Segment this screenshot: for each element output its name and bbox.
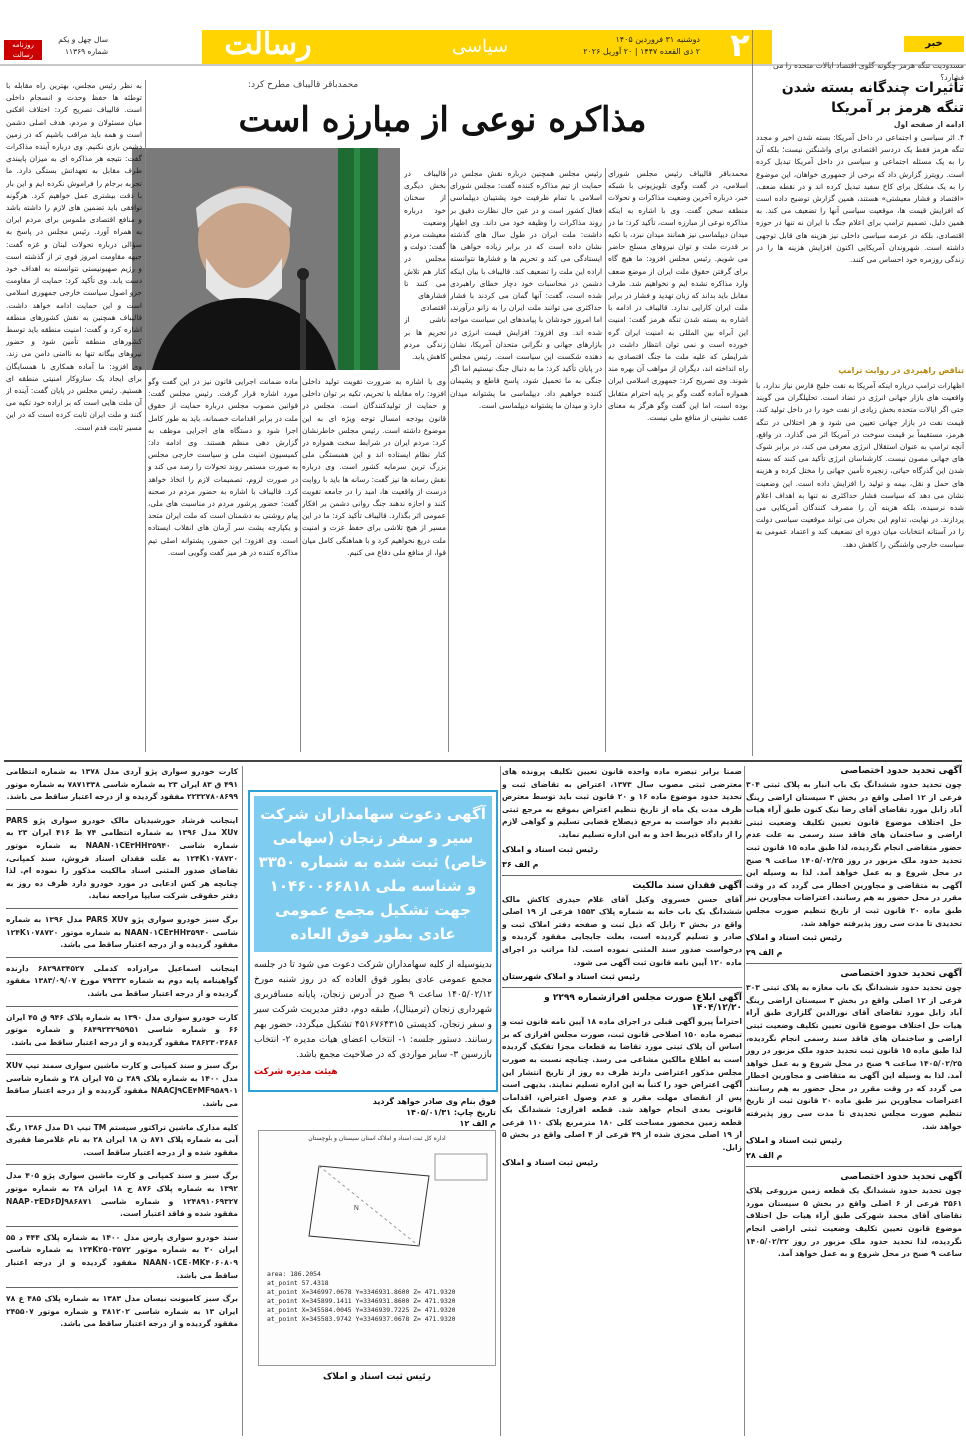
shareholder-invite-ad (248, 790, 498, 1092)
notice-title: آگهی ابلاغ صورت مجلس افرازشماره ۲۲۹۹ و ۱۴۰۴/۱۲/۲۰ (544, 993, 742, 1014)
date-line-1: دوشنبه ۳۱ فروردین ۱۴۰۵ (615, 35, 700, 44)
issue-logo: روزنامه رسالت (4, 40, 42, 60)
paper-logo: رسالت (224, 27, 312, 62)
classified-ad: برگ سبز و سند کمپانی و کارت ماشین سواری سمند تیپ XU۷ مدل ۱۴۰۰ به شماره پلاک ۳۸۹ ن ۷۵ ایران ۲۸ و شماره شاسی NAACJ۹CE۴MF۹۵۸۹۰۱ مفقود گردیده و از درجه اعتبار ساقط می باشد. (6, 1061, 238, 1109)
classified-ad: برگ سبز کامیونت نیسان مدل ۱۳۸۳ به شماره پلاک ۴۸۵ ع ۷۸ ایران ۱۳ به شماره شاسی ۳۸۱۲۰۲ و شماره موتور ۲۴۵۵۰۷ مفقود گردیده و از درجه اعتبار ساقط می باشد. (6, 1294, 239, 1329)
notice-code: م الف ۲۹ (746, 948, 783, 958)
sidebar-body-2: اظهارات ترامپ درباره اینکه آمریکا به نفت خلیج فارس نیاز ندارد، با واقعیت های بازار جهانی انرژی در تضاد است. تحلیلگران می گویند حتی اگر ایالات متحده بخش زیادی از نفت خود را در داخل تولید کند، قیمت نفت در بازار جهانی تعیین می شود و هر اختلالی در تنگه هرمز، مستقیماً بر قیمت سوخت در آمریکا اثر می گذارد. در واقع، آنچه ترامپ به عنوان استقلال انرژی معرفی می کند، در برابر شوک های جهانی مصون نیست. کارشناسان انرژی تأکید می کنند که بسته شدن این گذرگاه حیاتی، زنجیره تأمین جهانی را مختل کرده و هزینه های حمل و نقل، بیمه و تولید را افزایش داده است. این وضعیت نشان می دهد که سیاست فشار حداکثری نه تنها به اهداف اعلام شده نرسیده، بلکه هزینه آن را مصرف کنندگان آمریکایی می پردازند. در نهایت، تداوم این بحران می تواند موقعیت سیاسی دولت را در آستانه انتخابات میان دوره ای تضعیف کند و اعتماد عمومی به سیاست خارجی واشنگتن را کاهش دهد. (756, 381, 964, 549)
invite-footer-date: تاریخ چاپ: ۱۴۰۵/۰۱/۳۱ (406, 1108, 496, 1117)
invite-title: آگهی دعوت سهامداران شرکت سیر و سفر زنجان (سهامی خاص) ثبت شده به شماره ۳۳۵۰ و شناسه ملی ۱۰۴۶۰۰۶۶۸۱۸ جهت تشکیل مجمع عمومی عادی بطور فوق العاده (254, 796, 492, 952)
column-rule (500, 766, 501, 1436)
column-rule (300, 376, 301, 752)
classified-ad: برگ سبز خودرو سواری پژو PARS XU۷ مدل ۱۳۹۶ به شماره شاسی NAAN۰۱CE۳HH۳۵۹۴۰ به شماره موتور ۱۲۴K۱۰۷۸۷۲۰ مفقود گردیده و از درجه اعتبار ساقط می باشد. (6, 914, 238, 950)
map-footer: رئیس ثبت اسناد و املاک (323, 1372, 431, 1382)
news-tag: خبر (904, 36, 964, 52)
classified-ad: برگ سبز و سند کمپانی و کارت ماشین سواری پژو ۴۰۵ مدل ۱۳۹۲ به شماره پلاک ۸۷۶ ج ۱۸ ایران ۲۸ به شماره موتور ۱۲۴۸۹۱۰۶۹۳۲۷ و شماره شاسی NAAP۰۳ED۶DJ۹۸۶۸۷۱ مفقود شده و فاقد اعتبار است. (6, 1171, 238, 1219)
classified-ad: سند خودرو سواری پارس مدل ۱۴۰۰ به شماره پلاک ۴۴۴ د ۵۵ ایران ۲۰ به شماره موتور ۱۲۴K۲۵۰۳۵۷۲ به شماره شاسی NAAN۰۱CE۰MK۴۰۶۰۸۰۹ مفقود گردیده و از درجه اعتبار ساقط می باشد. (6, 1232, 239, 1280)
story-headline: مذاکره نوعی از مبارزه است (238, 100, 647, 140)
invite-body: بدینوسیله از کلیه سهامداران شرکت دعوت می شود تا در جلسه مجمع عمومی عادی بطور فوق العاده که در روز شنبه مورخ ۱۴۰۵/۰۲/۱۲ ساعت ۹ صبح در آدرس زنجان، پایانه مسافربری شهرداری زنجان (ترمینال)، طبقه دوم، دفتر مدیریت شرکت سیر و سفر زنجان، کدپستی ۴۵۱۶۷۶۴۳۱۵ تشکیل میگردد، حضور بهم رسانند. دستور جلسه: ۱- انتخاب اعضای هیات مدیره ۲- انتخاب بازرسین ۳- سایر مواردی که در صلاحیت مجمع باشد. (254, 960, 492, 1060)
ads-left-column (6, 766, 238, 1436)
registry-notice: آقای حسن خسروی وکیل آقای غلام حیدری کاکش مالک ششدانگ یک باب خانه به شماره پلاک ۱۵۵۳ فرعی از ۱۹ اصلی واقع در بخش ۳ زابل که ذیل ثبت و صفحه دفتر املاک ثبت و صادر و تسلیم گردیده است، بعلت جابجایی مفقود گردیده و درخواست صدور سند المثنی نموده است. لذا مراتب در اجرای ماده ۱۲۰ آیین نامه قانون ثبت آگهی می شود. (502, 894, 743, 967)
notice-signature: رئیس ثبت اسناد و املاک (502, 1157, 598, 1167)
classified-ad: اینجانب فرشاد خورشیدیان مالک خودرو سواری پژو PARS XU۷ مدل ۱۳۹۶ به شماره انتظامی ۷۴ ط ۴۱۶ ایران ۲۳ به شماره شاسی NAAN۰۱CE۳HH۳۵۹۴۰ به شماره موتور ۱۲۴K۱۰۷۸۷۲۰ به علت فقدان اسناد فروش، سند کمپانی، تقاضای صدور المثنی اسناد مالکیت مذکور را نموده ام. لذا چنانچه هر کس ادعایی در مورد خودرو دارد ظرف ده روز به دفتر حقوقی شرکت سایپا مراجعه نماید. (6, 815, 238, 901)
story-column-5: به نظر رئیس مجلس، بهترین راه مقابله با توطئه ها حفظ وحدت و انسجام داخلی است. قالیباف تصریح کرد: اختلاف افکنی میان مسئولان و مردم، هدف اصلی دشمن است و همه باید مراقب باشیم که در زمین دشمن بازی نکنیم. وی درباره آینده مذاکرات گفت: نتیجه هر مذاکره ای به میزان پایبندی طرف مقابل به تعهداتش بستگی دارد. ما تجربه برجام را فراموش نکرده ایم و این بار با دقت بیشتری عمل خواهیم کرد. هرگونه توافقی باید تضمین های لازم را داشته باشد و منافع اقتصادی ملموس برای مردم ایران به همراه آورد. رئیس مجلس در پاسخ به سؤالی درباره تحولات لبنان و غزه گفت: جبهه مقاومت امروز قوی تر از گذشته است و رژیم صهیونیستی نتوانسته به اهداف خود دست یابد. وی تأکید کرد: حمایت از مقاومت جزو اصول سیاست خارجی جمهوری اسلامی است و این حمایت ادامه خواهد داشت. قالیباف همچنین به نقش کشورهای منطقه اشاره کرد و گفت: امنیت منطقه باید توسط کشورهای منطقه تأمین شود و حضور نیروهای بیگانه تنها به ناامنی دامن می زند. وی افزود: ما آماده همکاری با همسایگان برای ایجاد یک سازوکار امنیتی منطقه ای هستیم. رئیس مجلس در پایان گفت: آینده از آن ملت هایی است که بر اراده خود تکیه می کنند و ملت ایران ثابت کرده است که در این مسیر ثابت قدم است. (6, 81, 142, 432)
notice-signature: رئیس ثبت اسناد و املاک شهرستان (502, 972, 640, 982)
registry-notice: احتراماً پیرو آگهی قبلی در اجرای ماده ۱۸ آیین نامه قانون ثبت و تبصره ماده ۱۵۰ اصلاحی قانون ثبت، صورت مجلس افرازی که بر اساس آن پلاک ثبتی مورد تقاضا به قطعات مجزا تفکیک گردیده است به اطلاع مالکین مشاعی می رسد. چنانچه نسبت به صورت مجلس مذکور اعتراضی دارند ظرف ده روز از تاریخ انتشار این آگهی اعتراض خود را کتباً به این اداره تسلیم نمایند. بدیهی است پس از انقضای مهلت مقرر و عدم وصول اعتراض، اقدامات قانونی بعدی انجام خواهد شد. قطعه افرازی: ششدانگ یک قطعه زمین محصور مساحت کلی ۱۸۰ مترمربع پلاک ۱۱۰ فرعی از ۱۹ اصلی مجزی شده از ۴۹ فرعی از ۴ اصلی واقع در بخش ۵ زابل. (502, 1017, 743, 1153)
issue-box (46, 34, 108, 60)
classified-ad: کلیه مدارک ماشین تراکتور سیستم TM تیپ D۱ مدل ۱۳۸۶ رنگ آبی به شماره پلاک ۸۷۱ ن ۱۸ ایران ۲۸ به نام غلامرضا فقیری مفقود شده و از درجه اعتبار ساقط است. (6, 1122, 239, 1157)
sidebar-body-1: ۴. اثر سیاسی و اجتماعی در داخل آمریکا: بسته شدن اخیر و مجدد تنگه هرمز فقط یک دردسر اقتصادی برای واشنگتن نیست؛ بلکه آن را به یک مسئله اجتماعی و سیاسی در داخل آمریکا تبدیل کرده است. رویترز گزارش داد که برخی از جمهوری خواهان، این موضوع را به یک مشکل برای کاخ سفید تبدیل کرده اند و در نقطه ضعف، «اقتصاد و فشار معیشتی» هستند، همین گزارش توضیح داده است که افزایش قیمت ها، موقعیت سیاسی آنها را تضعیف می کند. به همین دلیل، تصمیم ترامپ برای اعلام جنگ با ایران نه تنها در حوزه اقتصادی، بلکه در عرصه سیاسی داخلی نیز هزینه های قابل توجهی داشته است. شهروندان آمریکایی اکنون افزایش هزینه ها را در زندگی روزمره خود احساس می کنند. (756, 133, 964, 265)
column-rule (752, 30, 753, 756)
ads-middle-column (502, 766, 742, 1436)
section-divider (4, 760, 962, 762)
portrait-image (132, 148, 400, 370)
invite-footer-code: م الف ۱۲ (459, 1119, 496, 1128)
map-coordinates (259, 1270, 495, 1324)
section-name: سیاسی (451, 36, 509, 57)
ads-right-column (746, 766, 962, 1436)
continued-label: ادامه از صفحه اول (893, 120, 964, 129)
column-rule (145, 80, 146, 752)
map-point: at_point X=345584.0045 Y=3346939.7225 Z= 471.9320 (267, 1306, 456, 1314)
notice-code: م الف ۳۶ (502, 859, 539, 869)
story-column-4: ماده ضمانت اجرایی قانون نیز در این گفت وگو مورد اشاره قرار گرفت. رئیس مجلس گفت: قوانین مصوب مجلس درباره حمایت از حقوق ملت در برابر اقدامات خصمانه، باید به طور کامل اجرا شود و دستگاه های اجرایی موظف به گزارش دهی منظم هستند. وی ادامه داد: کمیسیون امنیت ملی و سیاست خارجی مجلس به صورت مستمر روند تحولات را رصد می کند و در صورت لزوم، تصمیمات لازم را اتخاذ خواهد کرد. قالیباف با اشاره به حضور مردم در صحنه گفت: حضور پرشور مردم در مناسبت های ملی، پیام روشنی به دشمنان است که ملت ایران متحد و یکپارچه پشت سر آرمان های انقلاب ایستاده است. وی افزود: این حضور، پشتوانه اصلی تیم مذاکره کننده در هر میز گفت وگویی است. (148, 377, 298, 557)
notice-signature: رئیس ثبت اسناد و املاک (502, 844, 598, 854)
date-box (560, 34, 700, 60)
classified-ad: کارت خودرو سواری پژو آردی مدل ۱۳۷۸ به شماره انتظامی ۴۹۱ ق ۸۳ ایران ۲۳ به شماره شاسی ۷۸۷۱۳۳۸ به شماره موتور ۲۲۳۲۷۸۰۸۶۹۹ مفقود گردیده و از درجه اعتبار ساقط می باشد. (6, 767, 239, 802)
issue-year: سال چهل و یکم (58, 35, 108, 44)
sidebar-title: تأثیرات چندگانه بسته شدن تنگه هرمز بر آمریکا (781, 80, 964, 116)
registry-notice: چون تحدید حدود ششدانگ یک باب مغازه به پلاک ثبتی ۳۰۳ فرعی از ۱۲ اصلی واقع در بخش ۳ سیستان اراضی رینگ آباد زابل مورد تقاضای آقای نورالدین گلزاری طبق آراء هیات حل اختلاف موضوع قانون تعیین تکلیف وضعیت ثبتی اراضی و ساختمان های فاقد سند رسمی انجام نگردیده، لذا طبق ماده ۱۵ قانون ثبت تحدید حدود ملک مزبور در روز ۱۴۰۵/۰۲/۲۵ ساعت ۹ صبح در محل شروع و به عمل خواهد آمد. لذا به وسیله این آگهی به متقاضی و مجاورین اخطار می گردد که در وقت مقرر در محل حضور به هم رسانند. اعتراضات مجاورین نیز طبق ماده ۲۰ قانون ثبت از تاریخ تنظیم صورت مجلس تحدیدی تا مدت سی روز پذیرفته خواهد شد. (746, 983, 963, 1131)
story-column-3: قالیباف در بخش دیگری از سخنان خود درباره وضعیت معیشت مردم گفت: دولت و مجلس در کنار هم تلاش می کنند تا فشارهای اقتصادی ناشی از تحریم ها بر زندگی مردم کاهش یابد. (404, 169, 446, 362)
notice-title: آگهی تحدید حدود اختصاصی (840, 1172, 962, 1183)
cadastral-map (258, 1130, 496, 1366)
map-point: at_point X=345899.1411 Y=3346931.8600 Z= 471.9320 (267, 1297, 456, 1305)
notice-signature: رئیس ثبت اسناد و املاک (746, 933, 842, 943)
map-point: at_point X=345583.9742 Y=3346937.0678 Z= 471.9320 (267, 1315, 456, 1323)
invite-footer (252, 1096, 496, 1129)
page-number: ۲ (730, 26, 750, 64)
invite-footer-note: فوق بنام وی صادر خواهد گردید (372, 1097, 496, 1106)
column-rule (448, 168, 449, 752)
notice-title: آگهی تحدید حدود اختصاصی (840, 766, 962, 776)
story-column-3b: وی با اشاره به ضرورت تقویت تولید داخلی افزود: راه مقابله با تحریم، تکیه بر توان داخلی و حمایت از تولیدکنندگان است. مجلس در قانون بودجه امسال توجه ویژه ای به این موضوع داشته است. رئیس مجلس خاطرنشان کرد: مردم ایران در شرایط سخت همواره در کنار نظام ایستاده اند و این همبستگی ملی بزرگ ترین سرمایه کشور است. وی درباره نقش رسانه ها نیز گفت: رسانه ها باید با روایت درست از واقعیت ها، امید را در جامعه تقویت کنند و اجازه ندهند جنگ روانی دشمن بر افکار عمومی اثر بگذارد. قالیباف تأکید کرد: ما در این مسیر از هیچ تلاشی برای حفظ عزت و امنیت ملت دریغ نخواهیم کرد و با هماهنگی کامل میان قوا، از منافع ملی دفاع می کنیم. (302, 377, 446, 557)
story-photo (132, 148, 400, 370)
issue-number: شماره ۱۱۳۶۹ (65, 47, 108, 56)
column-rule (744, 766, 745, 1436)
date-line-2: ۲ ذی القعده ۱۴۴۷ | ۲۰ آوریل ۲۰۲۶ (583, 47, 700, 56)
registry-notice: چون تحدید حدود ششدانگ یک باب انبار به پلاک ثبتی ۳۰۴ فرعی از ۱۲ اصلی واقع در بخش ۳ سیستان اراضی رینگ آباد زابل مورد تقاضای آقای رضا نیک کنون طبق آراء هیات حل اختلاف موضوع قانون تعیین تکلیف وضعیت ثبتی اراضی و ساختمان های فاقد سند رسمی به علت عدم حضور متقاضی انجام نگردیده، لذا طبق ماده ۱۵ قانون ثبت تحدید حدود ملک مزبور در روز ۱۴۰۵/۰۲/۲۵ ساعت ۹ صبح در محل شروع و به عمل خواهد آمد. لذا به وسیله این آگهی به متقاضی و مجاورین اخطار می گردد که در وقت مقرر در محل حضور به هم رسانند. اعتراضات مجاورین نیز طبق ماده ۲۰ قانون ثبت از تاریخ تنظیم صورت مجلس تحدیدی تا مدت سی روز پذیرفته خواهد شد. (746, 780, 962, 928)
parcel-drawing (259, 1146, 495, 1266)
registry-notice: چون تحدید حدود ششدانگ یک قطعه زمین مزروعی پلاک ۳۵۶۱ فرعی از ۶ اصلی واقع در بخش ۵ سیستان مورد تقاضای آقای محمد شهرکی طبق آراء هیات حل اختلاف موضوع قانون تعیین تکلیف وضعیت ثبتی اراضی انجام نگردیده، لذا تحدید حدود ملک مزبور در روز ۱۴۰۵/۰۲/۲۲ ساعت ۹ صبح در محل شروع و به عمل خواهد آمد. (746, 1186, 962, 1259)
notice-code: م الف ۲۸ (746, 1151, 783, 1161)
story-column-2: رئیس مجلس همچنین درباره نقش مجلس در حمایت از تیم مذاکره کننده گفت: مجلس شورای اسلامی با تمام ظرفیت خود پشتیبان دیپلماسی فعال کشور است و در عین حال نظارت دقیق بر روند مذاکرات را وظیفه خود می داند. وی اظهار داشت: ملت ایران در طول سال های گذشته نشان داده است که در برابر زیاده خواهی ها ایستادگی می کند و تحریم ها و فشارها نتوانسته اراده این ملت را تضعیف کند. قالیباف با بیان اینکه دشمن در محاسبات خود دچار خطای راهبردی شده است، گفت: آنها گمان می کردند با فشار حداکثری می توانند ملت ایران را به زانو درآورند، اما امروز خودشان با پیامدهای این سیاست مواجه شده اند. وی افزود: افزایش قیمت انرژی در بازارهای جهانی و نگرانی متحدان آمریکا، نشان دهنده شکست این سیاست است. رئیس مجلس در پایان تأکید کرد: ما به دنبال جنگ نیستیم اما اگر جنگی به ما تحمیل شود، پاسخ قاطع و پشیمان کننده خواهیم داد. دیپلماسی ما پشتوانه میدان دارد و میدان ما پشتوانه دیپلماسی است. (450, 169, 602, 410)
column-rule (605, 168, 606, 752)
map-header: اداره کل ثبت اسناد و املاک استان سیستان و بلوچستان (308, 1135, 446, 1142)
sidebar-kicker: مسدودیت تنگه هرمز چگونه گلوی اقتصاد ایالات متحده را می فشارد؟ (772, 61, 964, 82)
invite-signature: هیئت مدیره شرکت (254, 1067, 338, 1077)
notice-title: آگهی تحدید حدود اختصاصی (840, 969, 962, 980)
notice-title: آگهی فقدان سند مالکیت (632, 880, 742, 891)
svg-text:N: N (353, 1204, 359, 1212)
registry-notice: ضمنا برابر تبصره ماده واحده قانون تعیین تکلیف پرونده های معترضی ثبتی مصوب سال ۱۳۷۳، اعتراض به تقاضای ثبت و تحدید حدود موضوع ماده ۱۶ و ۲۰ قانون ثبت باید توسط معترض ظرف مدت یک ماه از تاریخ تنظیم اعتراض بموقع به مرجع ثبتی تقدیم داد خواست به مرجع ذیصلاح قضایی تسلیم و گواهی لازم را از دادگاه ذیربط اخذ و به این اداره تسلیم نماید. (502, 767, 742, 839)
notice-signature: رئیس ثبت اسناد و املاک (746, 1136, 842, 1146)
map-area: area: 186.2054 (267, 1270, 321, 1278)
sidebar-subhead: تناقض راهبردی در روایت ترامپ (838, 366, 964, 375)
classified-ad: کارت خودرو سواری مدل ۱۳۹۰ به شماره پلاک ۹۴۶ ق ۴۵ ایران ۶۶ و شماره شاسی ۶۸۴۹۲۳۲۹۵۹۵۱ و شماره موتور ۳۸۶۲۳۰۳۶۸۶ مفقود گردیده و از درجه اعتبار ساقط می باشد. (6, 1012, 238, 1047)
map-point: at_point X=346997.0678 Y=3346931.8600 Z= 471.9320 (267, 1288, 456, 1296)
column-rule (242, 766, 243, 1436)
story-lead-column: محمدباقر قالیباف رئیس مجلس شورای اسلامی، در گفت وگوی تلویزیونی با شبکه خبر، درباره آخرین وضعیت مذاکرات و تحولات منطقه سخن گفت. وی با اشاره به اینکه مذاکره نوعی از مبارزه است، تأکید کرد: ما در میدان دیپلماسی نیز همانند میدان نبرد، با تکیه بر قدرت ملت و توان نیروهای مسلح حاضر می شویم. رئیس مجلس افزود: ما هیچ گاه برای گرفتن حقوق ملت ایران از موضع ضعف وارد مذاکره نشده ایم و نخواهیم شد. طرف مقابل باید بداند که زبان تهدید و فشار در برابر ملت ایران کارایی ندارد. قالیباف در ادامه با اشاره به بسته شدن تنگه هرمز گفت: امنیت این آبراه بین المللی به امنیت ایران گره خورده است و نمی توان انتظار داشت در شرایطی که علیه ملت ما جنگ اقتصادی به راه انداخته اند، دیگران از مواهب آن بهره مند شوند. وی تصریح کرد: جمهوری اسلامی ایران همواره آماده گفت وگو بر پایه احترام متقابل بوده است، اما این گفت وگو هرگز به معنای عقب نشینی از منافع ملی نیست. (608, 169, 748, 423)
classified-ad: اینجانب اسماعیل مرادزاده کدملی ۶۸۲۹۸۳۴۵۲۷ دارنده گواهینامه پایه دوم به شماره ۷۹۳۳۲ مورخ ۱۳۸۳/۰۹/۰۷ مفقود گردیده و از درجه اعتبار ساقط می باشد. (6, 963, 239, 998)
story-kicker: محمدباقر قالیباف مطرح کرد: (248, 80, 359, 90)
map-point: at_point 57.4318 (267, 1279, 329, 1287)
